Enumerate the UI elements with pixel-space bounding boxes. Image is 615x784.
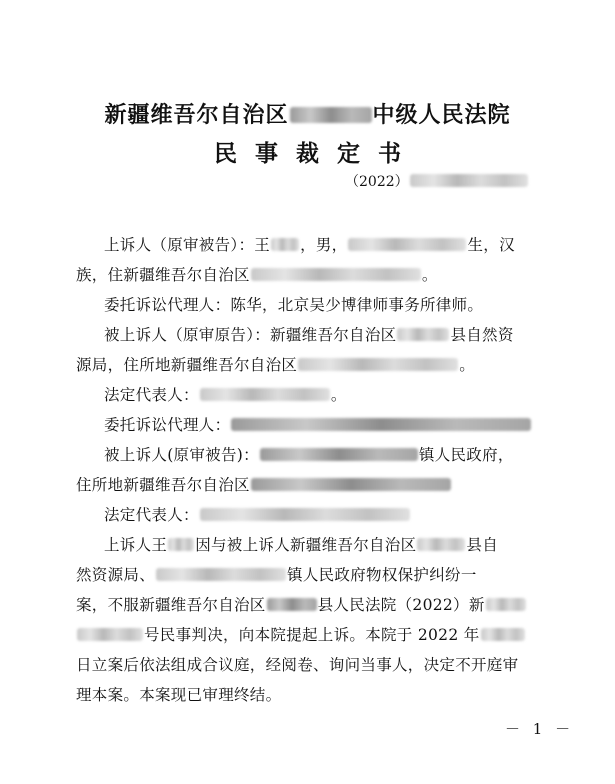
appellant-label: 上诉人（原审被告）：王 (104, 236, 271, 254)
paragraph-line-6: 理本案。本案现已审理终结。 (76, 686, 282, 704)
p2-a: 然资源局、 (76, 566, 156, 584)
redacted-agent (231, 418, 531, 431)
appellee-2-line-2 (76, 475, 546, 495)
appellee-1-org: 县自然资 (450, 326, 514, 344)
redacted-name (271, 238, 299, 251)
appellant-address-label: 族，住新疆维吾尔自治区 (76, 266, 250, 284)
redacted-town (260, 448, 418, 461)
redacted-county (267, 598, 317, 611)
case-number (345, 171, 529, 191)
appellee-2-org: 镇人民政府， (418, 446, 514, 464)
p1-c: 县自 (466, 536, 499, 554)
appellant-ethnicity-start: 生，汉 (467, 236, 515, 254)
redacted-court-location (290, 107, 372, 123)
agent-line-2 (104, 415, 574, 435)
appellee-1-address-label: 源局，住所地新疆维吾尔自治区 (76, 356, 298, 374)
p3-b: 县人民法院（2022）新 (317, 596, 485, 614)
legal-rep-1 (104, 385, 574, 405)
appellee-1-line-1 (104, 325, 574, 345)
court-name-prefix: 新疆维吾尔自治区 (104, 102, 289, 128)
redacted-town (156, 568, 286, 581)
appellee-2-line-1 (104, 445, 574, 465)
redacted-legal-rep (200, 508, 410, 521)
appellee-2-address-label: 住所地新疆维吾尔自治区 (76, 476, 250, 494)
redacted-case-number (77, 628, 143, 641)
p1-b: 因与被上诉人新疆维吾尔自治区 (195, 536, 417, 554)
punct: 。 (421, 266, 438, 284)
paragraph-line-4 (76, 625, 546, 645)
page-number: － 1 － (505, 720, 575, 738)
agent-line-1: 委托诉讼代理人：陈华，北京吴少博律师事务所律师。 (104, 296, 484, 314)
p4-a: 号民事判决，向本院提起上诉。本院于 2022 年 (144, 626, 480, 644)
redacted-address (298, 358, 458, 371)
redacted-address (251, 268, 421, 281)
legal-rep-label: 法定代表人： (104, 506, 199, 524)
punct: 。 (330, 386, 347, 404)
legal-rep-2 (104, 505, 574, 525)
appellee-1-label: 被上诉人（原审原告）：新疆维吾尔自治区 (104, 326, 397, 344)
appellant-line-1 (104, 235, 574, 255)
paragraph-line-3 (76, 595, 546, 615)
appellant-line-2 (76, 265, 546, 285)
document-type-title: 民事裁定书 (214, 140, 419, 167)
p2-b: 镇人民政府物权保护纠纷一 (287, 566, 477, 584)
redacted-address (251, 478, 451, 491)
p1-a: 上诉人王 (104, 536, 168, 554)
court-name-suffix: 中级人民法院 (372, 102, 511, 128)
redacted-birthdate (348, 238, 466, 251)
redacted-county (397, 328, 449, 341)
redacted-case-prefix (486, 598, 526, 611)
appellant-gender: ，男， (300, 236, 348, 254)
appellee-1-line-2 (76, 355, 546, 375)
case-number-year: （2022） (345, 174, 409, 190)
paragraph-line-2 (76, 565, 546, 585)
redacted-county (417, 538, 465, 551)
redacted-legal-rep (200, 388, 330, 401)
punct: 。 (459, 356, 476, 374)
redacted-case-number (410, 174, 528, 187)
agent-label: 委托诉讼代理人： (104, 416, 231, 434)
p3-a: 案，不服新疆维吾尔自治区 (76, 596, 266, 614)
court-name-title (0, 98, 615, 129)
paragraph-line-5: 日立案后依法组成合议庭，经阅卷、询问当事人，决定不开庭审 (76, 656, 519, 674)
redacted-name (168, 538, 194, 551)
redacted-date (481, 628, 525, 641)
appellee-2-label: 被上诉人(原审被告)： (104, 446, 259, 464)
legal-rep-label: 法定代表人： (104, 386, 199, 404)
paragraph-line-1 (104, 535, 574, 555)
